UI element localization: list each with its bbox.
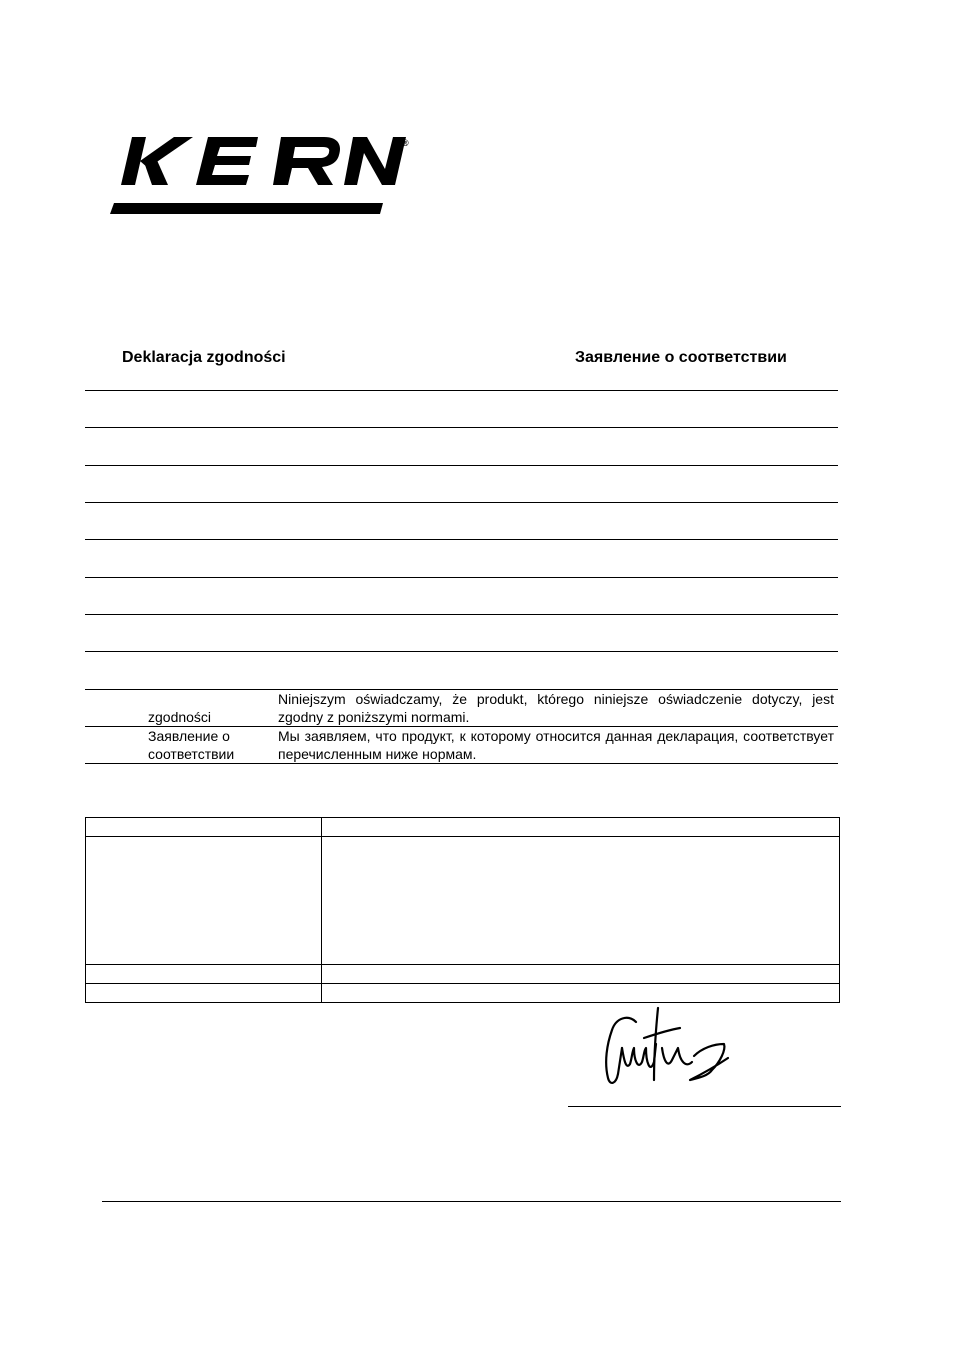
table-row — [86, 837, 840, 965]
title-russian: Заявление о соответствии — [575, 349, 787, 366]
declaration-text-ru: Мы заявляем, что продукт, к которому относится данная декларация, соответствует перечисленным ниже нормам. — [278, 728, 834, 762]
table-cell — [322, 818, 840, 837]
divider-line — [85, 427, 838, 428]
table-row — [86, 984, 840, 1003]
norms-table — [85, 817, 840, 1003]
divider-line — [85, 763, 838, 764]
title-polish: Deklaracja zgodności — [122, 349, 286, 366]
divider-line — [85, 465, 838, 466]
declaration-label-pl: zgodności — [148, 709, 212, 725]
table-row — [86, 965, 840, 984]
declaration-label-ru: Заявление о соответствии — [148, 728, 235, 762]
divider-line — [85, 390, 838, 391]
table-cell — [322, 984, 840, 1003]
divider-line — [85, 577, 838, 578]
table-cell — [86, 984, 322, 1003]
registered-mark: ® — [402, 138, 409, 148]
table-cell — [322, 837, 840, 965]
divider-line — [85, 539, 838, 540]
divider-line — [85, 614, 838, 615]
table-cell — [86, 818, 322, 837]
declaration-text-pl: Niniejszym oświadczamy, że produkt, którego niniejsze oświadczenie dotyczy, jest zgodny z poniższymi normami. — [278, 691, 834, 725]
footer-line — [102, 1201, 841, 1202]
signature-line — [568, 1106, 841, 1107]
table-cell — [322, 965, 840, 984]
table-cell — [86, 965, 322, 984]
signature-icon — [598, 1004, 730, 1090]
kern-logo — [108, 132, 413, 218]
divider-line — [85, 502, 838, 503]
table-row — [86, 818, 840, 837]
divider-line — [85, 651, 838, 652]
table-cell — [86, 837, 322, 965]
